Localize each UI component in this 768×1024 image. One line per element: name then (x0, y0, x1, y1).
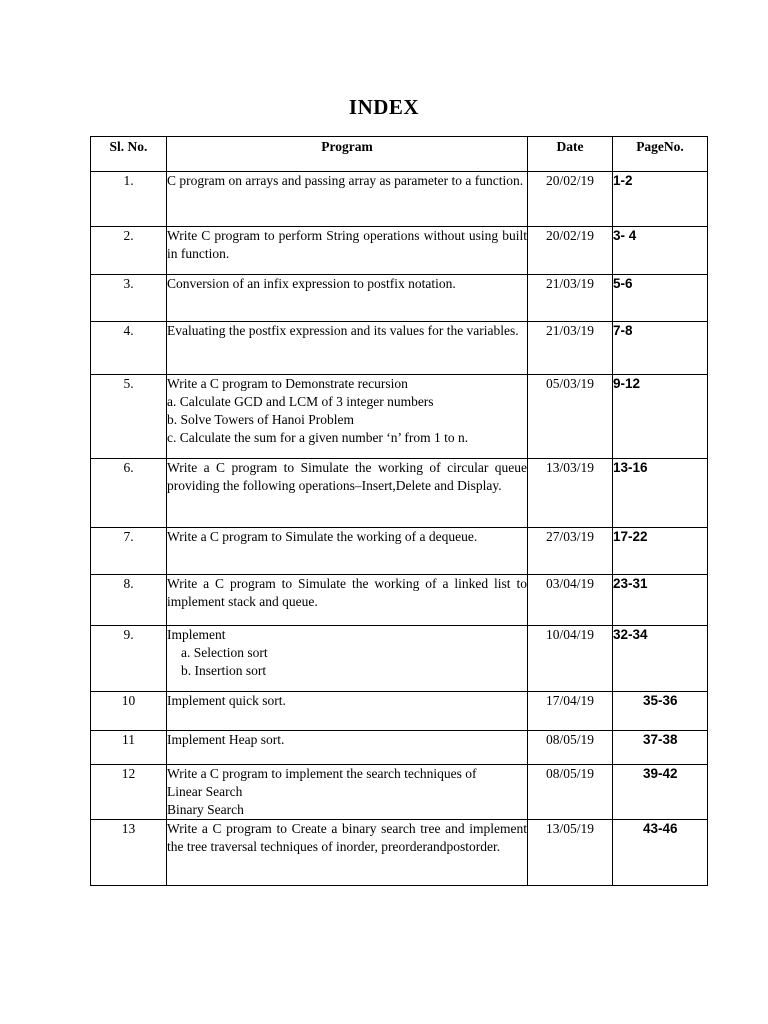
page-no-cell: 1-2 (613, 172, 708, 227)
page-no-cell: 43-46 (613, 820, 708, 886)
date-cell: 05/03/19 (528, 375, 613, 459)
table-row (91, 731, 708, 765)
date-cell: 20/02/19 (528, 172, 613, 227)
sl-no-cell: 5. (91, 375, 167, 459)
sub-item: a. Selection sort (181, 645, 268, 660)
sub-item: c. Calculate the sum for a given number ‘n’ from 1 to n. (167, 430, 469, 445)
program-cell: C program on arrays and passing array as parameter to a function. (167, 172, 528, 227)
table-row (91, 275, 708, 322)
date-cell: 13/03/19 (528, 459, 613, 528)
table-row (91, 322, 708, 375)
date-cell: 21/03/19 (528, 275, 613, 322)
program-cell (167, 375, 528, 459)
table-header-row (91, 137, 708, 172)
header-sl-no: Sl. No. (91, 137, 167, 172)
program-text: Write a C program to Demonstrate recursion (167, 376, 408, 391)
sl-no-cell: 13 (91, 820, 167, 886)
sl-no-cell: 12 (91, 765, 167, 820)
program-cell: Evaluating the postfix expression and its values for the variables. (167, 322, 528, 375)
sl-no-cell: 4. (91, 322, 167, 375)
program-cell: Write C program to perform String operations without using built in function. (167, 227, 528, 275)
page-no-cell: 32-34 (613, 626, 708, 692)
page-no-cell: 3- 4 (613, 227, 708, 275)
sl-no-cell: 1. (91, 172, 167, 227)
date-cell: 03/04/19 (528, 575, 613, 626)
sl-no-cell: 3. (91, 275, 167, 322)
program-cell: Write a C program to Create a binary search tree and implement the tree traversal techniques of inorder, preorderandpostorder. (167, 820, 528, 886)
program-cell: Conversion of an infix expression to postfix notation. (167, 275, 528, 322)
date-cell: 17/04/19 (528, 692, 613, 731)
sub-item: Binary Search (167, 802, 244, 817)
date-cell: 27/03/19 (528, 528, 613, 575)
date-cell: 13/05/19 (528, 820, 613, 886)
program-text: Write a C program to implement the search techniques of (167, 766, 477, 781)
sl-no-cell: 10 (91, 692, 167, 731)
table-row (91, 575, 708, 626)
page-no-cell: 9-12 (613, 375, 708, 459)
sub-item: b. Solve Towers of Hanoi Problem (167, 412, 355, 427)
table-row (91, 172, 708, 227)
page-no-cell: 23-31 (613, 575, 708, 626)
table-row (91, 820, 708, 886)
sl-no-cell: 9. (91, 626, 167, 692)
program-cell: Write a C program to Simulate the working of a dequeue. (167, 528, 528, 575)
date-cell: 08/05/19 (528, 765, 613, 820)
program-cell (167, 765, 528, 820)
sl-no-cell: 7. (91, 528, 167, 575)
table-row (91, 692, 708, 731)
program-cell (167, 626, 528, 692)
page-no-cell: 5-6 (613, 275, 708, 322)
table-row (91, 765, 708, 820)
program-text: Implement (167, 627, 226, 642)
page-title: INDEX (348, 95, 420, 119)
table-row (91, 626, 708, 692)
program-cell: Implement quick sort. (167, 692, 528, 731)
program-cell: Implement Heap sort. (167, 731, 528, 765)
header-page-no: PageNo. (613, 137, 708, 172)
sub-item: Linear Search (167, 784, 243, 799)
page-no-cell: 39-42 (613, 765, 708, 820)
table-row (91, 375, 708, 459)
sl-no-cell: 8. (91, 575, 167, 626)
date-cell: 08/05/19 (528, 731, 613, 765)
page-no-cell: 35-36 (613, 692, 708, 731)
table-row (91, 459, 708, 528)
date-cell: 21/03/19 (528, 322, 613, 375)
table-row (91, 227, 708, 275)
sl-no-cell: 6. (91, 459, 167, 528)
sub-item: a. Calculate GCD and LCM of 3 integer numbers (167, 394, 434, 409)
page-no-cell: 37-38 (613, 731, 708, 765)
page-no-cell: 17-22 (613, 528, 708, 575)
sub-item: b. Insertion sort (181, 663, 267, 678)
page-no-cell: 7-8 (613, 322, 708, 375)
date-cell: 10/04/19 (528, 626, 613, 692)
program-cell: Write a C program to Simulate the working of a linked list to implement stack and queue. (167, 575, 528, 626)
date-cell: 20/02/19 (528, 227, 613, 275)
sl-no-cell: 2. (91, 227, 167, 275)
header-program: Program (167, 137, 528, 172)
header-date: Date (528, 137, 613, 172)
program-cell: Write a C program to Simulate the working of circular queue providing the following operations–Insert,Delete and Display. (167, 459, 528, 528)
table-row (91, 528, 708, 575)
sl-no-cell: 11 (91, 731, 167, 765)
index-table (90, 136, 708, 886)
page-no-cell: 13-16 (613, 459, 708, 528)
